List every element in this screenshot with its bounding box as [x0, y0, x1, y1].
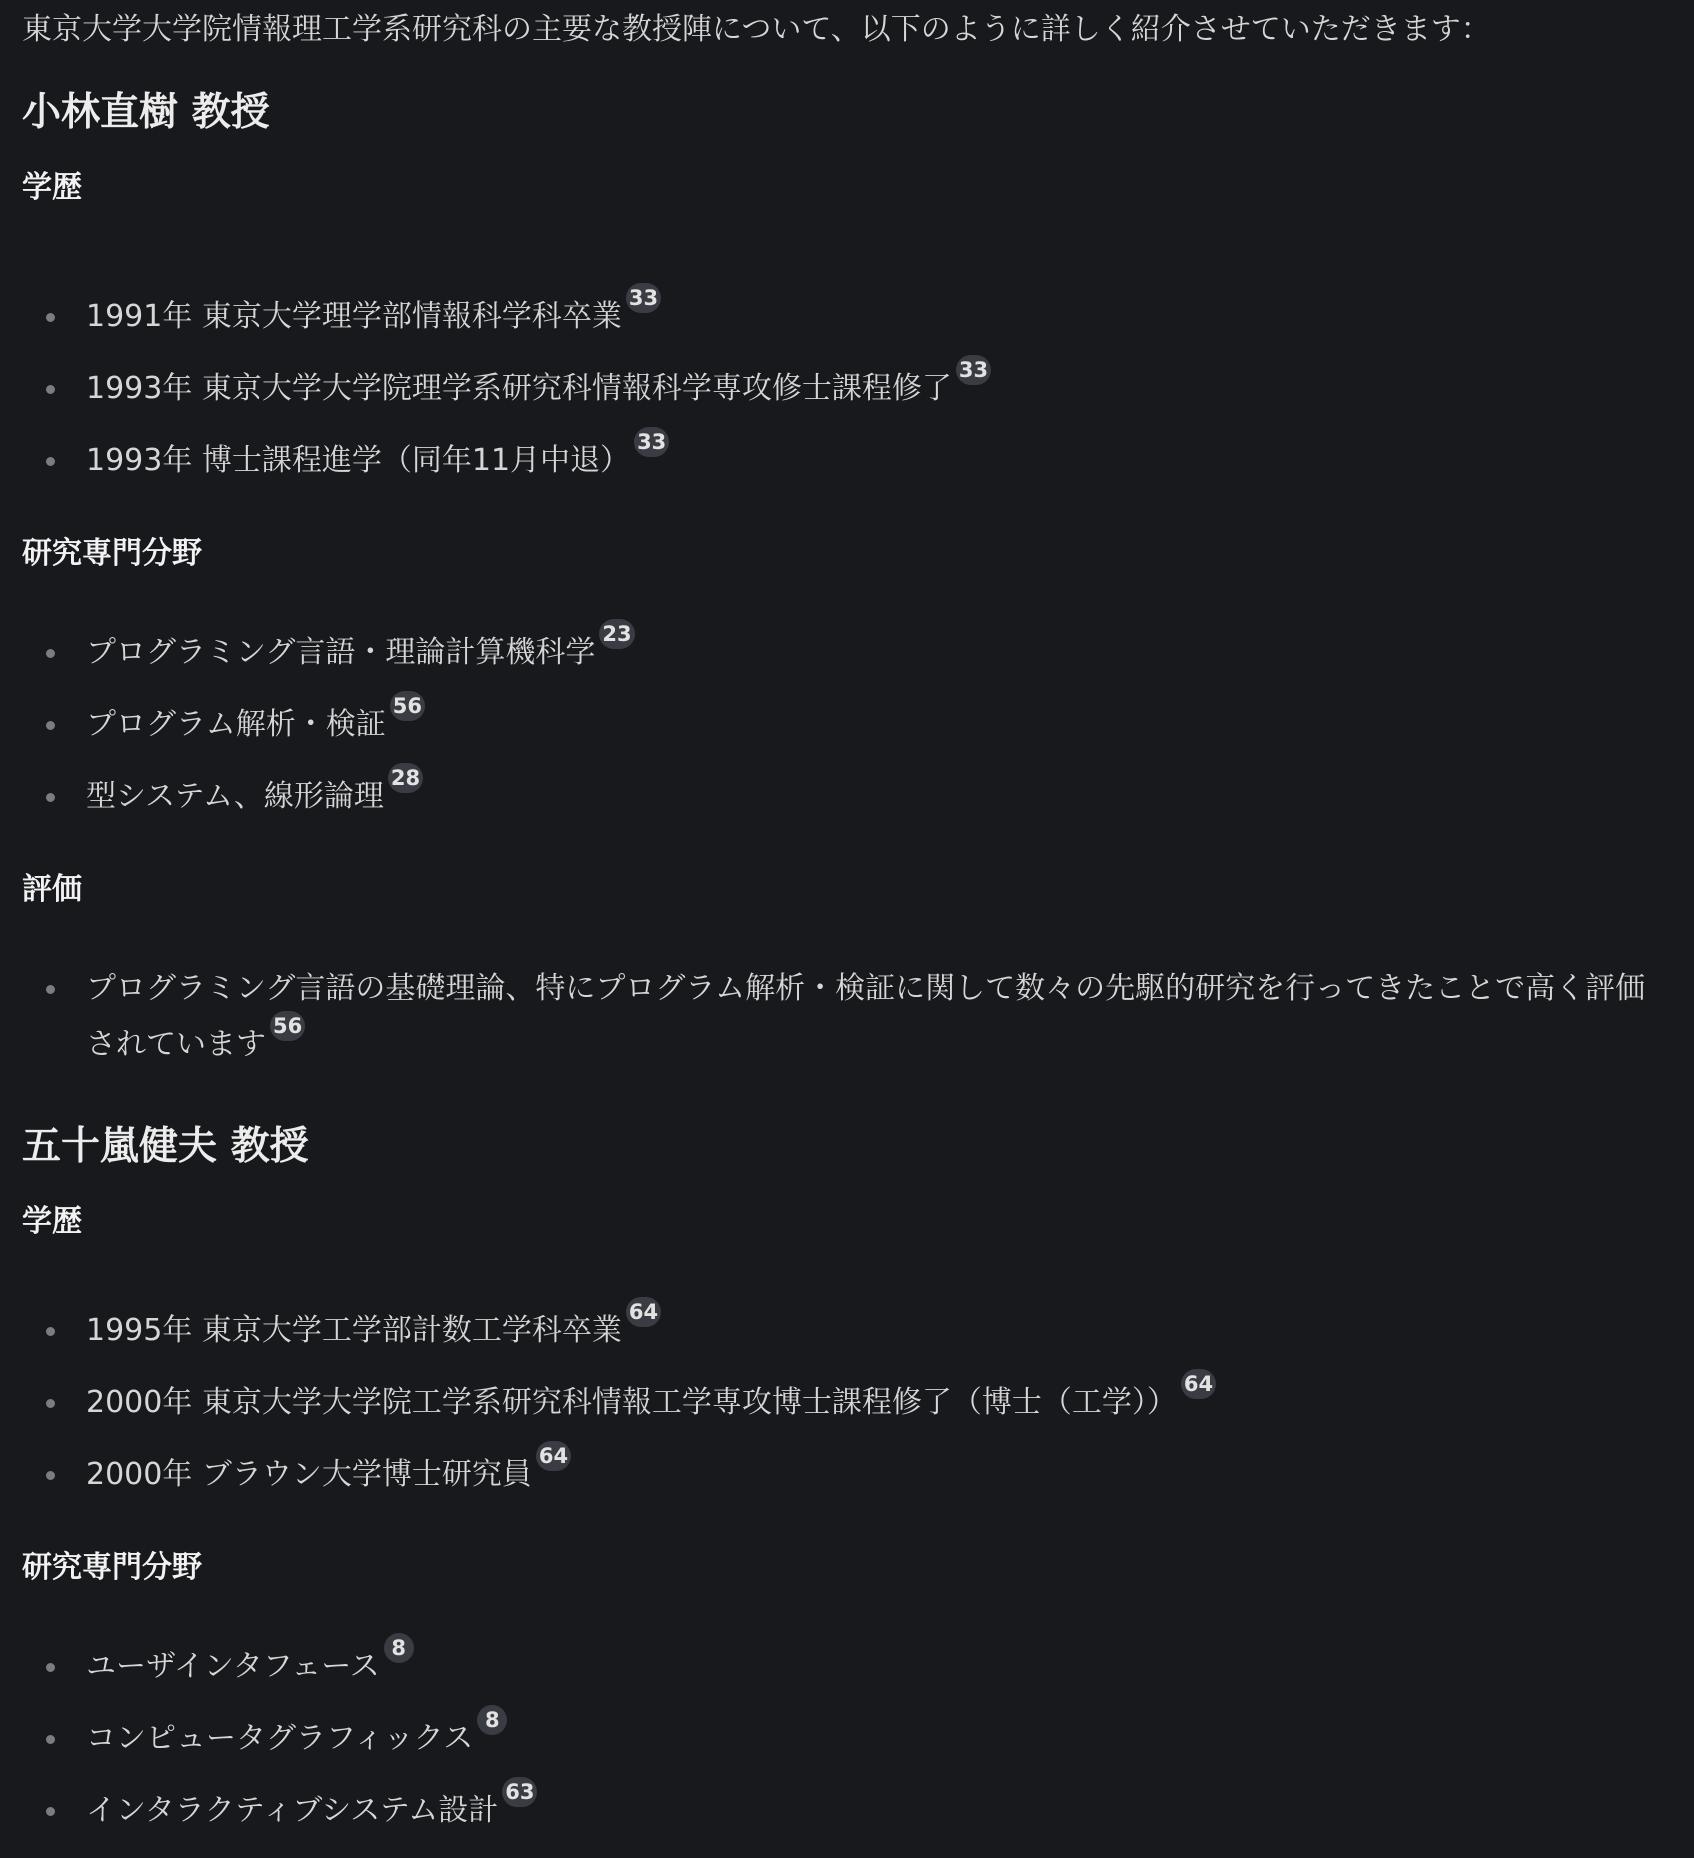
list-item-text: 型システム、線形論理 [86, 779, 384, 814]
bullet [46, 1807, 55, 1816]
citation-badge[interactable]: 56 [270, 1011, 305, 1041]
citation-badge[interactable]: 8 [384, 1633, 414, 1663]
citation-badge[interactable]: 8 [477, 1705, 507, 1735]
list-item [22, 1444, 571, 1503]
section-heading: 学歴 [22, 170, 82, 205]
section-heading: 評価 [22, 872, 82, 907]
bullet [46, 721, 55, 730]
list-item [22, 1300, 661, 1359]
list-item [22, 961, 1652, 1073]
citation-badge[interactable]: 64 [536, 1441, 571, 1471]
list-item-text: コンピュータグラフィックス [86, 1721, 474, 1756]
bullet [46, 457, 55, 466]
list-item [22, 622, 635, 681]
list-item-text: インタラクティブシステム設計 [86, 1793, 499, 1828]
list-item-text: 2000年 東京大学大学院工学系研究科情報工学専攻博士課程修了（博士（工学）） [86, 1385, 1177, 1420]
bullet [46, 1327, 55, 1336]
list-item [22, 1372, 1216, 1431]
list-item-text: 1991年 東京大学理学部情報科学科卒業 [86, 299, 622, 334]
citation-badge[interactable]: 28 [388, 763, 423, 793]
bullet [46, 1471, 55, 1480]
section-heading: 学歴 [22, 1204, 82, 1239]
intro-text: 東京大学大学院情報理工学系研究科の主要な教授陣について、以下のように詳しく紹介させていただきます： [22, 12, 1491, 47]
list-item [22, 1708, 507, 1767]
list-item-text: 1993年 博士課程進学（同年11月中退） [86, 443, 631, 478]
citation-badge[interactable]: 33 [626, 283, 661, 313]
list-item [22, 430, 669, 489]
list-item [22, 1636, 414, 1695]
citation-badge[interactable]: 63 [502, 1777, 537, 1807]
list-item-text: プログラミング言語の基礎理論、特にプログラム解析・検証に関して数々の先駆的研究を行ってきたことで高く評価されています [86, 971, 1646, 1062]
bullet [46, 649, 55, 658]
citation-badge[interactable]: 56 [390, 691, 425, 721]
professor-name: 五十嵐健夫 教授 [22, 1124, 309, 1169]
list-item [22, 358, 991, 417]
bullet [46, 985, 55, 994]
citation-badge[interactable]: 33 [956, 355, 991, 385]
citation-badge[interactable]: 64 [1181, 1369, 1216, 1399]
list-item [22, 766, 423, 825]
citation-badge[interactable]: 23 [599, 619, 634, 649]
bullet [46, 1663, 55, 1672]
list-item-text: 1993年 東京大学大学院理学系研究科情報科学専攻修士課程修了 [86, 371, 952, 406]
list-item [22, 1780, 537, 1839]
professor-name: 小林直樹 教授 [22, 90, 270, 135]
list-item [22, 286, 661, 345]
list-item-text: 1995年 東京大学工学部計数工学科卒業 [86, 1313, 622, 1348]
bullet [46, 313, 55, 322]
citation-badge[interactable]: 64 [626, 1297, 661, 1327]
section-heading: 研究専門分野 [22, 1550, 202, 1585]
list-item-text: プログラミング言語・理論計算機科学 [86, 635, 596, 670]
bullet [46, 1399, 55, 1408]
list-item-text: 2000年 ブラウン大学博士研究員 [86, 1457, 532, 1492]
list-item-text: ユーザインタフェース [86, 1649, 380, 1684]
citation-badge[interactable]: 33 [634, 427, 669, 457]
list-item-text: プログラム解析・検証 [86, 707, 386, 742]
bullet [46, 793, 55, 802]
bullet [46, 385, 55, 394]
bullet [46, 1735, 55, 1744]
list-item [22, 694, 425, 753]
section-heading: 研究専門分野 [22, 536, 202, 571]
